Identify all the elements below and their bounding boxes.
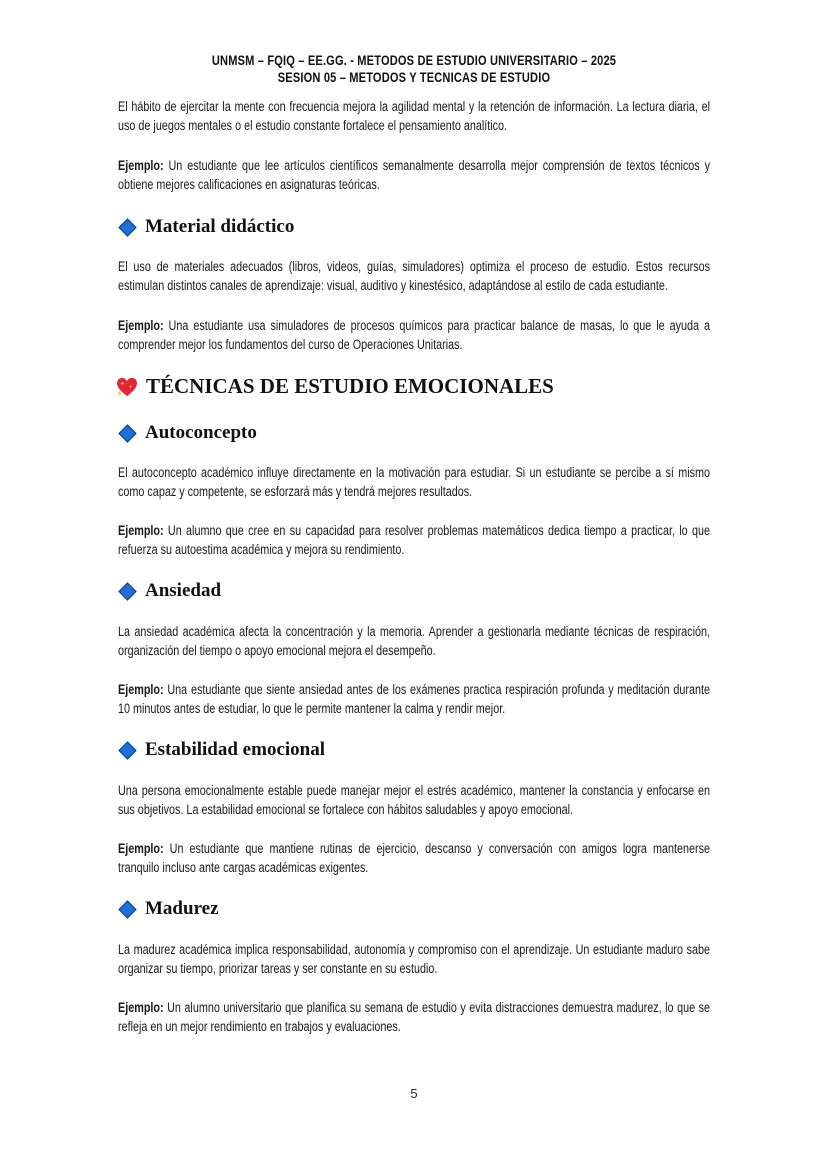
section-title-emocionales: TÉCNICAS DE ESTUDIO EMOCIONALES [116,374,554,399]
blue-diamond-icon [118,218,136,236]
autoconcepto-paragraph: El autoconcepto académico influye directamente en la motivación para estudiar. Si un estudiante se percibe a sí mismo como capaz y competente, se esforzará más y tendrá mejores resultados. [118,465,710,499]
page-number: 5 [410,1086,418,1101]
section-heading-estabilidad: Estabilidad emocional [118,739,325,761]
intro-example: Ejemplo: Un estudiante que lee artículos científicos semanalmente desarrolla mejor comprensión de textos técnicos y obtiene mejores calificaciones en asignaturas teóricas. [118,158,711,192]
example-label: Ejemplo: [118,158,164,173]
blue-diamond-icon [118,424,136,442]
example-label: Ejemplo: [118,523,164,538]
example-label: Ejemplo: [118,682,164,697]
intro-paragraph: El hábito de ejercitar la mente con frecuencia mejora la agilidad mental y la retención de información. La lectura diaria, el uso de juegos mentales o el estudio constante fortalece el pensamiento analítico. [118,99,710,133]
example-label: Ejemplo: [118,841,164,856]
sparkling-heart-icon [116,377,138,397]
ansiedad-example: Ejemplo: Una estudiante que siente ansiedad antes de los exámenes practica respiración profunda y meditación durante 10 minutos antes de estudiar, lo que le permite mantener la calma y rendir mejor. [118,682,711,716]
blue-diamond-icon [118,582,136,600]
section-heading-autoconcepto: Autoconcepto [118,422,257,444]
material-example: Ejemplo: Una estudiante usa simuladores de procesos químicos para practicar balance de masas, lo que le ayuda a comprender mejor los fundamentos del curso de Operaciones Unitarias. [118,318,711,352]
material-paragraph: El uso de materiales adecuados (libros, videos, guías, simuladores) optimiza el proceso de estudio. Estos recursos estimulan distintos canales de aprendizaje: visual, auditivo y kinestésico, adaptándose al estilo de cada estudiante. [118,259,710,293]
blue-diamond-icon [118,741,136,759]
header-line-2: SESION 05 – METODOS Y TECNICAS DE ESTUDIO [277,70,551,85]
section-heading-ansiedad: Ansiedad [118,580,221,602]
estabilidad-example: Ejemplo: Un estudiante que mantiene rutinas de ejercicio, descanso y conversación con amigos logra mantenerse tranquilo incluso ante cargas académicas exigentes. [118,841,711,875]
madurez-paragraph: La madurez académica implica responsabilidad, autonomía y compromiso con el aprendizaje. Un estudiante maduro sabe organizar su tiempo, priorizar tareas y ser constante en su estudio. [118,942,710,976]
blue-diamond-icon [118,900,136,918]
page-header [75,52,754,86]
example-label: Ejemplo: [118,318,164,333]
madurez-example: Ejemplo: Un alumno universitario que planifica su semana de estudio y evita distracciones demuestra madurez, lo que se refleja en un mejor rendimiento en trabajos y evaluaciones. [118,1000,711,1034]
example-label: Ejemplo: [118,1000,164,1015]
estabilidad-paragraph: Una persona emocionalmente estable puede manejar mejor el estrés académico, mantener la constancia y enfocarse en sus objetivos. La estabilidad emocional se fortalece con hábitos saludables y apoyo emocional. [118,783,710,817]
autoconcepto-example: Ejemplo: Un alumno que cree en su capacidad para resolver problemas matemáticos dedica tiempo a practicar, lo que refuerza su autoestima académica y mejora su rendimiento. [118,523,711,557]
ansiedad-paragraph: La ansiedad académica afecta la concentración y la memoria. Aprender a gestionarla mediante técnicas de respiración, organización del tiempo o apoyo emocional mejora el desempeño. [118,624,710,658]
header-line-1: UNMSM – FQIQ – EE.GG. - METODOS DE ESTUDIO UNIVERSITARIO – 2025 [211,53,617,68]
section-heading-material: Material didáctico [118,216,294,238]
section-heading-madurez: Madurez [118,898,219,920]
